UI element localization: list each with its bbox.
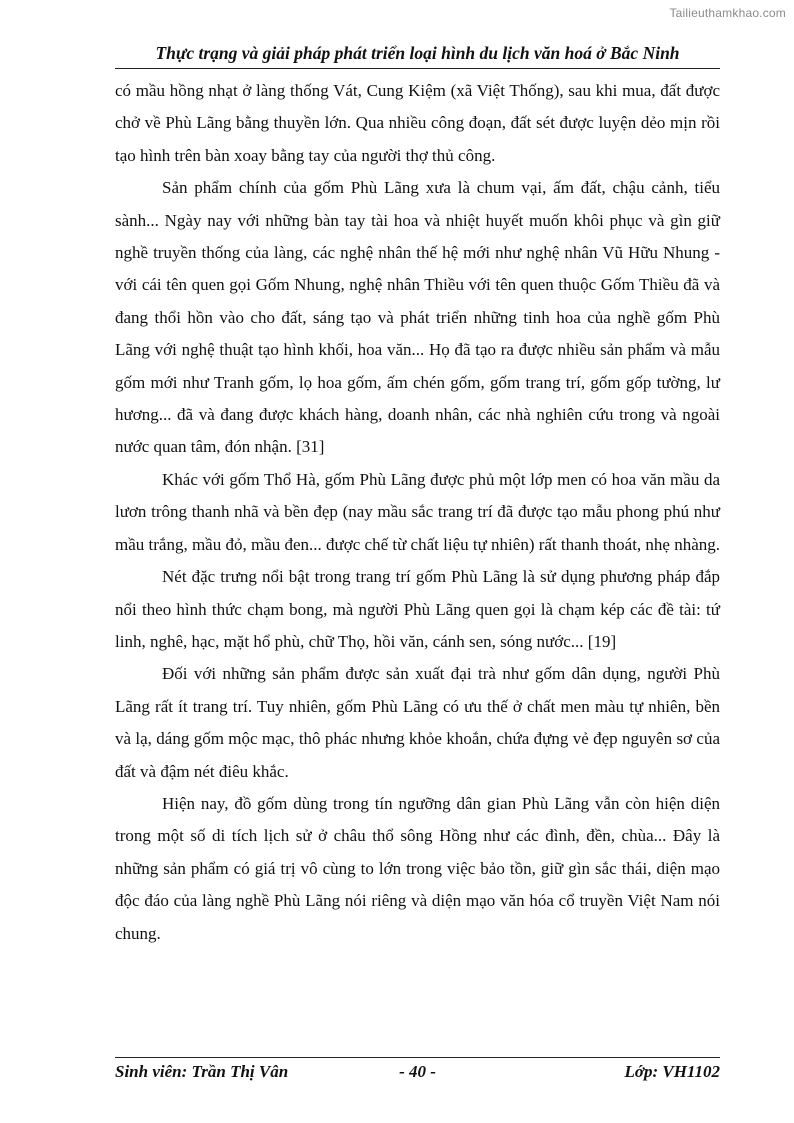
page-footer	[115, 1057, 720, 1086]
header-title: Thực trạng và giải pháp phát triển loại hình du lịch văn hoá ở Bắc Ninh	[155, 43, 680, 63]
paragraph-5: Đối với những sản phẩm được sản xuất đại trà như gốm dân dụng, người Phù Lãng rất ít trang trí. Tuy nhiên, gốm Phù Lãng có ưu thế ở chất men màu tự nhiên, bền và lạ, dáng gốm mộc mạc, thô phác nhưng khỏe khoắn, chứa đựng vẻ đẹp nguyên sơ của đất và đậm nét điêu khắc.	[115, 664, 720, 781]
footer-student: Sinh viên: Trần Thị Vân	[115, 1062, 289, 1081]
paragraph-4: Nét đặc trưng nổi bật trong trang trí gốm Phù Lãng là sử dụng phương pháp đắp nổi theo hình thức chạm bong, mà người Phù Lãng quen gọi là chạm kép các đề tài: tứ linh, nghê, hạc, mặt hổ phù, chữ Thọ, hồi văn, cánh sen, sóng nước... [19]	[115, 567, 720, 651]
paragraph-3: Khác với gốm Thổ Hà, gốm Phù Lãng được phủ một lớp men có hoa văn mầu da lươn trông thanh nhã và bền đẹp (nay mầu sắc trang trí đã được tạo mẫu phong phú như mầu trắng, mầu đỏ, mầu đen... được chế từ chất liệu tự nhiên) rất thanh thoát, nhẹ nhàng.	[115, 469, 721, 554]
paragraph-2: Sản phẩm chính của gốm Phù Lãng xưa là chum vại, ấm đất, chậu cảnh, tiểu sành... Ngày nay với những bàn tay tài hoa và nhiệt huyết muốn khôi phục và gìn giữ nghề truyền thống của làng, các nghệ nhân thế hệ mới như nghệ nhân Vũ Hữu Nhung - với cái tên quen gọi Gốm Nhung, nghệ nhân Thiều với tên quen thuộc Gốm Thiều đã và đang thổi hồn vào cho đất, sáng tạo và phát triển những tinh hoa của nghề gốm Phù Lãng với nghệ thuật tạo hình khối, hoa văn... Họ đã tạo ra được nhiều sản phẩm và mẫu gốm mới như Tranh gốm, lọ hoa gốm, ấm chén gốm, gốm trang trí, gốm gốp tường, lư hương... đã và đang được khách hàng, doanh nhân, các nhà nghiên cứu trong và ngoài nước quan tâm, đón nhận. [31]	[115, 178, 720, 457]
watermark: Tailieuthamkhao.com	[669, 6, 786, 20]
page-header	[115, 42, 720, 69]
page-number: - 40 -	[399, 1062, 436, 1081]
paragraph-1: có mầu hồng nhạt ở làng thống Vát, Cung Kiệm (xã Việt Thống), sau khi mua, đất được chở về Phù Lãng bằng thuyền lớn. Qua nhiều công đoạn, đất sét được luyện dẻo mịn rồi tạo hình trên bàn xoay bằng tay của người thợ thủ công.	[115, 81, 720, 165]
document-body	[115, 75, 720, 950]
paragraph-6: Hiện nay, đồ gốm dùng trong tín ngưỡng dân gian Phù Lãng vẫn còn hiện diện trong một số di tích lịch sử ở châu thổ sông Hồng như các đình, đền, chùa... Đây là những sản phẩm có giá trị vô cùng to lớn trong việc bảo tồn, giữ gìn sắc thái, diện mạo độc đáo của làng nghề Phù Lãng nói riêng và diện mạo văn hóa cổ truyền Việt Nam nói chung.	[115, 793, 720, 943]
footer-class: Lớp: VH1102	[624, 1062, 720, 1081]
